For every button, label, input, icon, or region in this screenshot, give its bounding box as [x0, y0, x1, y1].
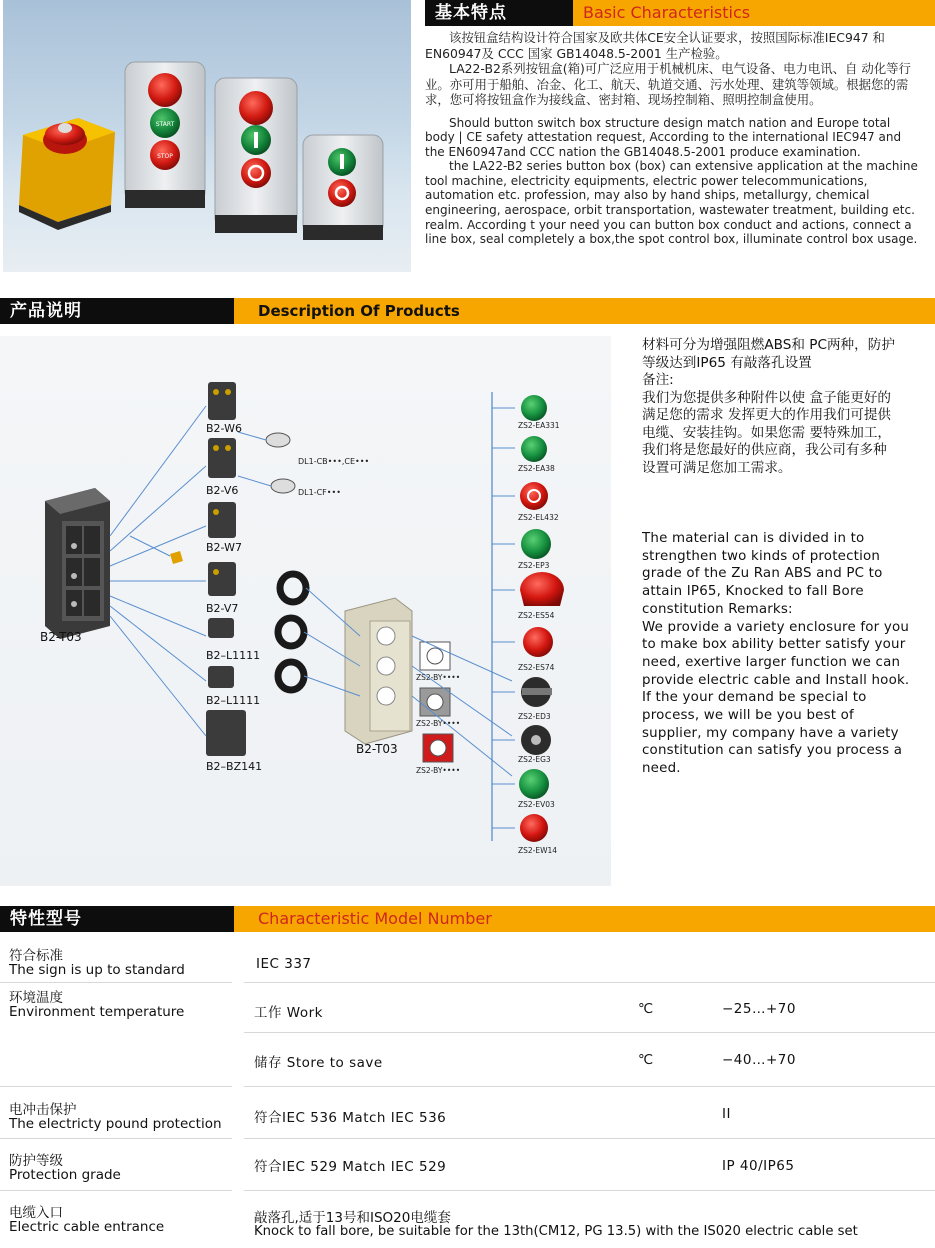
section-title-en: Basic Characteristics	[573, 0, 935, 26]
standard-label-en: The sign is up to standard	[9, 962, 185, 978]
head-label-ev03: ZS2-EV03	[518, 800, 555, 809]
store-range: −40…+70	[722, 1052, 796, 1068]
box-label-right: B2-T03	[356, 742, 398, 756]
cable-value-en: Knock to fall bore, be suitable for the 13th(CM12, PG 13.5) with the IS020 electric cable set	[254, 1224, 858, 1239]
part-label-l1111-a: B2–L1111	[206, 649, 261, 662]
basic-characteristics-text	[425, 30, 920, 247]
head-label-ea331: ZS2-EA331	[518, 421, 560, 430]
emergency-stop-box	[19, 118, 115, 230]
section-title-cn: 基本特点	[425, 0, 573, 26]
basic-cn-paragraph-2: LA22-B2系列按钮盒(箱)可广泛应用于机械机床、电气设备、电力电讯、自 动化等行业。亦可用于船舶、冶金、化工、航天、轨道交通、污水处理、建筑等领域。根据您的需求，您可将按钮盒作为接线盒、密封箱、现场控制箱、照明控制盒使用。	[425, 61, 911, 107]
head-label-el432: ZS2-EL432	[518, 513, 559, 522]
left-enclosure	[45, 488, 110, 639]
stop-label: STOP	[157, 153, 173, 160]
head-label-eg3: ZS2-EG3	[518, 755, 551, 764]
product-photo	[3, 0, 411, 272]
legend-plates	[420, 642, 453, 762]
box-label-left: B2-T03	[40, 630, 82, 644]
part-label-bz141: B2–BZ141	[206, 760, 263, 773]
standard-label-cn: 符合标准	[9, 948, 63, 964]
button-boxes-illustration	[3, 0, 411, 272]
section-title-en: Description Of Products	[234, 298, 935, 324]
three-button-box-1	[125, 62, 205, 208]
cable-label-cn: 电缆入口	[9, 1205, 63, 1221]
description-cn-3: 我们为您提供多种附件以使 盒子能更好的满足您的需求 发挥更大的作用我们可提供 电缆、安装挂钩。如果您需 要特殊加工，我们将是您最好的供应商，我公司有多种 设置可满足您加工需求。	[642, 389, 892, 476]
head-label-ew14: ZS2-EW14	[518, 846, 558, 855]
start-label: START	[155, 121, 175, 128]
head-label-es54: ZS2-ES54	[518, 611, 555, 620]
store-label: 储存 Store to save	[254, 1055, 383, 1071]
work-range: −25…+70	[722, 1001, 796, 1017]
description-cn-text	[642, 337, 902, 477]
plate-label-2: ZS2-BY••••	[416, 719, 461, 728]
section-header-basic	[425, 0, 935, 26]
lug-label-cb: DL1-CB•••,CE•••	[298, 457, 370, 466]
protection-label-cn: 防护等级	[9, 1153, 63, 1169]
description-en-2: We provide a variety enclosure for you to make box ability better satisfy your need, exertive larger function we can provide electric cable and Install hook. If the your demand be special to process, we will be you best of supplier, my company have a variety constitution can satisfy you process a need.	[642, 619, 910, 777]
head-label-es74: ZS2-ES74	[518, 663, 555, 672]
basic-cn-paragraph-1: 该按钮盒结构设计符合国家及欧共体CE安全认证要求，按照国际标准IEC947 和 EN60947及 CCC 国家 GB14048.5-2001 生产检验。	[425, 30, 885, 61]
description-cn-2: 备注:	[642, 372, 674, 388]
surge-label-cn: 电冲击保护	[9, 1102, 77, 1118]
exploded-diagram	[0, 336, 611, 886]
surge-class: II	[722, 1106, 731, 1122]
section-title-cn: 产品说明	[0, 298, 234, 324]
part-label-w7: B2-W7	[206, 541, 242, 554]
description-cn-1: 材料可分为增强阻燃ABS和 PC两种，防护等级达到IP65 有敲落孔设置	[642, 337, 895, 371]
part-label-w6: B2-W6	[206, 422, 242, 435]
two-button-box	[303, 135, 383, 240]
work-unit: ℃	[638, 1001, 654, 1017]
surge-value: 符合IEC 536 Match IEC 536	[254, 1110, 447, 1126]
head-label-ea38: ZS2-EA38	[518, 464, 555, 473]
right-enclosure	[345, 598, 412, 744]
protection-label-en: Protection grade	[9, 1167, 121, 1183]
plate-label-3: ZS2-BY••••	[416, 766, 461, 775]
section-header-description	[0, 298, 935, 324]
surge-label-en: The electricty pound protection	[9, 1116, 222, 1132]
cable-value-cn: 敲落孔,适于13号和ISO20电缆套	[254, 1210, 451, 1226]
basic-en-paragraph-2: the LA22-B2 series button box (box) can extensive application at the machine tool machine, electricity equipments, electric power telecommunications, automation etc. profession, may also by hand ships, metallurgy, chemical engineering, aerospace, orbit transportation, wastewater treatment, building etc. realm. According t your need you can button box conduct and actions, connect a line box, seal completely a box,the spot control box, illuminate control box usage.	[425, 159, 918, 247]
standard-value: IEC 337	[256, 956, 312, 972]
part-label-v7: B2-V7	[206, 602, 239, 615]
lug-label-cf: DL1-CF•••	[298, 488, 341, 497]
section-title-en: Characteristic Model Number	[234, 906, 935, 932]
protection-rating: IP 40/IP65	[722, 1158, 795, 1174]
description-en-text	[642, 530, 912, 778]
three-button-box-2	[215, 78, 297, 233]
part-label-l1111-b: B2–L1111	[206, 694, 261, 707]
section-title-cn: 特性型号	[0, 906, 234, 932]
basic-en-paragraph-1: Should button switch box structure design match nation and Europe total body | CE safety attestation request, According to the international IEC947 and the EN60947and CCC nation the GB14048.5-2001 produce examination.	[425, 115, 902, 159]
part-label-v6: B2-V6	[206, 484, 239, 497]
protection-value: 符合IEC 529 Match IEC 529	[254, 1159, 447, 1175]
section-header-model	[0, 906, 935, 932]
description-en-1: The material can is divided in to strengthen two kinds of protection grade of the Zu Ran ABS and PC to attain IP65, Knocked to fall Bore constitution Remarks:	[642, 531, 883, 617]
head-label-ed3: ZS2-ED3	[518, 712, 551, 721]
store-unit: ℃	[638, 1052, 654, 1068]
sealing-rings	[278, 574, 306, 690]
temperature-label-en: Environment temperature	[9, 1004, 185, 1020]
temperature-label-cn: 环境温度	[9, 990, 63, 1006]
cable-label-en: Electric cable entrance	[9, 1219, 165, 1235]
head-label-ep3: ZS2-EP3	[518, 561, 550, 570]
plate-label-1: ZS2-BY••••	[416, 673, 461, 682]
work-label: 工作 Work	[254, 1005, 323, 1021]
